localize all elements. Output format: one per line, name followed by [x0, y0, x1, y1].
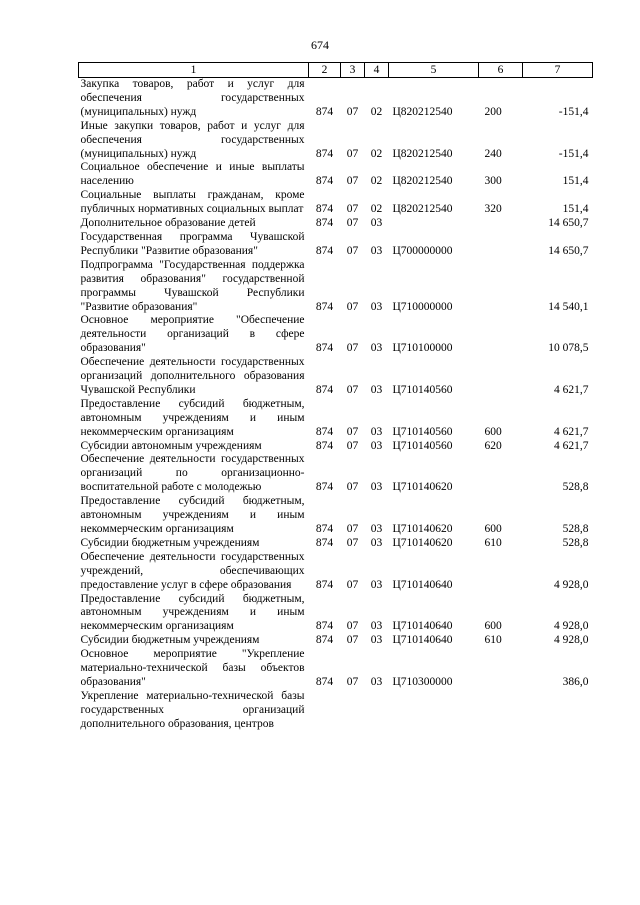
- cell-amount: 528,8: [562, 481, 589, 494]
- cell-expense-type: [479, 551, 523, 593]
- cell-ministry: [309, 690, 341, 736]
- table-row: [79, 440, 593, 454]
- cell-ministry: 874: [315, 203, 334, 216]
- header-cell-amount: 7: [523, 63, 593, 78]
- cell-ministry: 874: [315, 300, 334, 313]
- cell-amount: 14 540,1: [548, 300, 589, 313]
- cell-expense-type: [479, 314, 523, 356]
- cell-expense-type: 300: [484, 175, 502, 188]
- cell-subsection: [365, 690, 389, 736]
- cell-section: 07: [346, 217, 359, 230]
- cell-section: 07: [346, 383, 359, 396]
- cell-target-article: Ц710300000: [392, 675, 453, 688]
- cell-section: 07: [346, 536, 359, 549]
- cell-name: Обеспечение деятельности государственных организаций дополнительного образования Чувашской Республики: [80, 356, 305, 396]
- cell-section: 07: [346, 634, 359, 647]
- cell-name: Укрепление материально-технической базы государственных организаций дополнительного образования, центров: [80, 689, 305, 730]
- cell-amount: 386,0: [562, 675, 589, 688]
- cell-amount: 4 621,7: [554, 383, 589, 396]
- cell-subsection: 03: [370, 439, 383, 452]
- cell-amount: -151,4: [558, 105, 589, 118]
- table-row: [79, 189, 593, 217]
- cell-amount: 14 650,7: [548, 244, 589, 257]
- cell-section: [341, 690, 365, 736]
- cell-ministry: 874: [315, 175, 334, 188]
- cell-name: Основное мероприятие "Обеспечение деятельности организаций в сфере образования": [80, 314, 305, 355]
- cell-expense-type: [479, 231, 523, 259]
- cell-section: 07: [346, 342, 359, 355]
- cell-target-article: Ц710100000: [392, 342, 453, 355]
- cell-subsection: 03: [370, 634, 383, 647]
- cell-amount: 151,4: [562, 175, 589, 188]
- cell-name: Дополнительное образование детей: [80, 217, 256, 230]
- cell-target-article: Ц710140620: [392, 523, 453, 535]
- table-row: [79, 551, 593, 593]
- cell-target-article: Ц820212540: [392, 147, 453, 160]
- cell-ministry: 874: [315, 536, 334, 549]
- cell-ministry: 874: [315, 244, 334, 257]
- cell-subsection: 03: [370, 523, 383, 535]
- header-cell-ministry: 2: [309, 63, 341, 78]
- budget-table: [78, 62, 593, 736]
- cell-expense-type: 610: [484, 536, 502, 549]
- cell-ministry: 874: [315, 342, 334, 355]
- header-cell-expense-type: 6: [479, 63, 523, 78]
- table-row: [79, 259, 593, 315]
- cell-expense-type: [479, 648, 523, 690]
- cell-section: 07: [346, 578, 359, 591]
- cell-target-article: Ц710140620: [392, 536, 453, 549]
- table-row: [79, 648, 593, 690]
- cell-amount: 528,8: [562, 536, 589, 549]
- cell-name: Субсидии автономным учреждениям: [80, 439, 262, 452]
- cell-amount: 4 621,7: [554, 439, 589, 452]
- table-row: [79, 78, 593, 120]
- cell-target-article: Ц710140640: [392, 578, 453, 591]
- cell-subsection: 03: [370, 675, 383, 688]
- cell-amount: 151,4: [562, 203, 589, 216]
- cell-amount: 4 928,0: [554, 634, 589, 647]
- header-cell-target-article: 5: [389, 63, 479, 78]
- cell-section: 07: [346, 523, 359, 535]
- cell-expense-type: 620: [484, 439, 502, 452]
- table-row: [79, 537, 593, 551]
- cell-expense-type: [479, 259, 523, 315]
- cell-subsection: 03: [370, 300, 383, 313]
- cell-subsection: 03: [370, 481, 383, 494]
- cell-target-article: Ц710140560: [392, 383, 453, 396]
- cell-subsection: 02: [370, 105, 383, 118]
- cell-name: Предоставление субсидий бюджетным, автономным учреждениям и иным некоммерческим организациям: [80, 495, 305, 535]
- header-cell-name: 1: [79, 63, 309, 78]
- cell-section: 07: [346, 620, 359, 633]
- header-cell-subsection: 4: [365, 63, 389, 78]
- cell-ministry: 874: [315, 147, 334, 160]
- cell-name: Обеспечение деятельности государственных организаций по организационно-воспитательной работе с молодежью: [80, 453, 305, 494]
- cell-subsection: 03: [370, 383, 383, 396]
- table-row: [79, 217, 593, 231]
- cell-ministry: 874: [315, 425, 334, 438]
- table-row: [79, 120, 593, 162]
- header-cell-section: 3: [341, 63, 365, 78]
- cell-amount: 4 928,0: [554, 578, 589, 591]
- cell-subsection: 03: [370, 536, 383, 549]
- cell-expense-type: 240: [484, 147, 502, 160]
- cell-subsection: 02: [370, 175, 383, 188]
- cell-target-article: Ц700000000: [392, 244, 453, 257]
- cell-amount: 4 621,7: [554, 425, 589, 438]
- cell-section: 07: [346, 425, 359, 438]
- cell-ministry: 874: [315, 578, 334, 591]
- cell-amount: -151,4: [558, 147, 589, 160]
- cell-name: Субсидии бюджетным учреждениям: [80, 634, 260, 647]
- table-row: [79, 690, 593, 736]
- cell-expense-type: 320: [484, 203, 502, 216]
- cell-subsection: 03: [370, 217, 383, 230]
- cell-target-article: [389, 217, 479, 231]
- table-body: [79, 78, 593, 736]
- table-row: [79, 398, 593, 440]
- cell-ministry: 874: [315, 634, 334, 647]
- cell-expense-type: 610: [484, 634, 502, 647]
- cell-name: Государственная программа Чувашской Республики "Развитие образования": [80, 230, 305, 257]
- cell-ministry: 874: [315, 523, 334, 535]
- cell-subsection: 03: [370, 425, 383, 438]
- cell-section: 07: [346, 203, 359, 216]
- table-row: [79, 231, 593, 259]
- cell-target-article: Ц820212540: [392, 105, 453, 118]
- table-row: [79, 634, 593, 648]
- cell-ministry: 874: [315, 217, 334, 230]
- cell-section: 07: [346, 244, 359, 257]
- cell-target-article: Ц820212540: [392, 175, 453, 188]
- cell-section: 07: [346, 675, 359, 688]
- cell-subsection: 03: [370, 620, 383, 633]
- table-row: [79, 495, 593, 537]
- cell-name: Предоставление субсидий бюджетным, автономным учреждениям и иным некоммерческим организациям: [80, 397, 305, 438]
- cell-name: Обеспечение деятельности государственных учреждений, обеспечивающих предоставление услуг в сфере образования: [80, 550, 305, 591]
- cell-section: 07: [346, 439, 359, 452]
- cell-ministry: 874: [315, 675, 334, 688]
- cell-amount: 528,8: [562, 523, 589, 535]
- cell-ministry: 874: [315, 105, 334, 118]
- cell-expense-type: 200: [484, 105, 502, 118]
- cell-expense-type: [479, 690, 523, 736]
- cell-ministry: 874: [315, 620, 334, 633]
- cell-ministry: 874: [315, 439, 334, 452]
- cell-name: Закупка товаров, работ и услуг для обеспечения государственных (муниципальных) нужд: [80, 78, 305, 118]
- cell-name: Предоставление субсидий бюджетным, автономным учреждениям и иным некоммерческим организациям: [80, 592, 305, 633]
- cell-amount: [523, 690, 593, 736]
- cell-section: 07: [346, 175, 359, 188]
- cell-section: 07: [346, 147, 359, 160]
- cell-expense-type: 600: [484, 523, 502, 535]
- cell-expense-type: [479, 453, 523, 495]
- cell-subsection: 03: [370, 578, 383, 591]
- cell-name: Социальные выплаты гражданам, кроме публичных нормативных социальных выплат: [80, 189, 305, 216]
- cell-subsection: 03: [370, 244, 383, 257]
- page-number: 674: [311, 38, 329, 52]
- cell-target-article: Ц710140640: [392, 620, 453, 633]
- cell-section: 07: [346, 300, 359, 313]
- table-row: [79, 593, 593, 635]
- cell-name: Социальное обеспечение и иные выплаты населению: [80, 161, 305, 188]
- cell-name: Иные закупки товаров, работ и услуг для обеспечения государственных (муниципальных) нужд: [80, 119, 305, 160]
- cell-ministry: 874: [315, 383, 334, 396]
- cell-name: Подпрограмма "Государственная поддержка развития образования" государственной программы Чувашской Республики "Развитие образования": [80, 258, 305, 313]
- cell-name: Субсидии бюджетным учреждениям: [80, 536, 260, 549]
- cell-section: 07: [346, 481, 359, 494]
- cell-expense-type: [479, 217, 523, 231]
- table-row: [79, 453, 593, 495]
- cell-target-article: Ц710140560: [392, 425, 453, 438]
- cell-amount: 4 928,0: [554, 620, 589, 633]
- cell-amount: 14 650,7: [548, 217, 589, 230]
- cell-target-article: Ц710140560: [392, 439, 453, 452]
- table-row: [79, 356, 593, 398]
- cell-ministry: 874: [315, 481, 334, 494]
- cell-target-article: Ц710140620: [392, 481, 453, 494]
- cell-name: Основное мероприятие "Укрепление материально-технической базы объектов образования": [80, 648, 305, 688]
- cell-expense-type: 600: [484, 620, 502, 633]
- cell-subsection: 03: [370, 342, 383, 355]
- cell-subsection: 02: [370, 147, 383, 160]
- table-header-row: [79, 63, 593, 78]
- cell-target-article: [389, 690, 479, 736]
- cell-expense-type: 600: [484, 425, 502, 438]
- cell-target-article: Ц710140640: [392, 634, 453, 647]
- table-row: [79, 314, 593, 356]
- cell-expense-type: [479, 356, 523, 398]
- table-row: [79, 161, 593, 189]
- cell-target-article: Ц820212540: [392, 203, 453, 216]
- cell-subsection: 02: [370, 203, 383, 216]
- cell-amount: 10 078,5: [548, 342, 589, 355]
- cell-target-article: Ц710000000: [392, 300, 453, 313]
- cell-section: 07: [346, 105, 359, 118]
